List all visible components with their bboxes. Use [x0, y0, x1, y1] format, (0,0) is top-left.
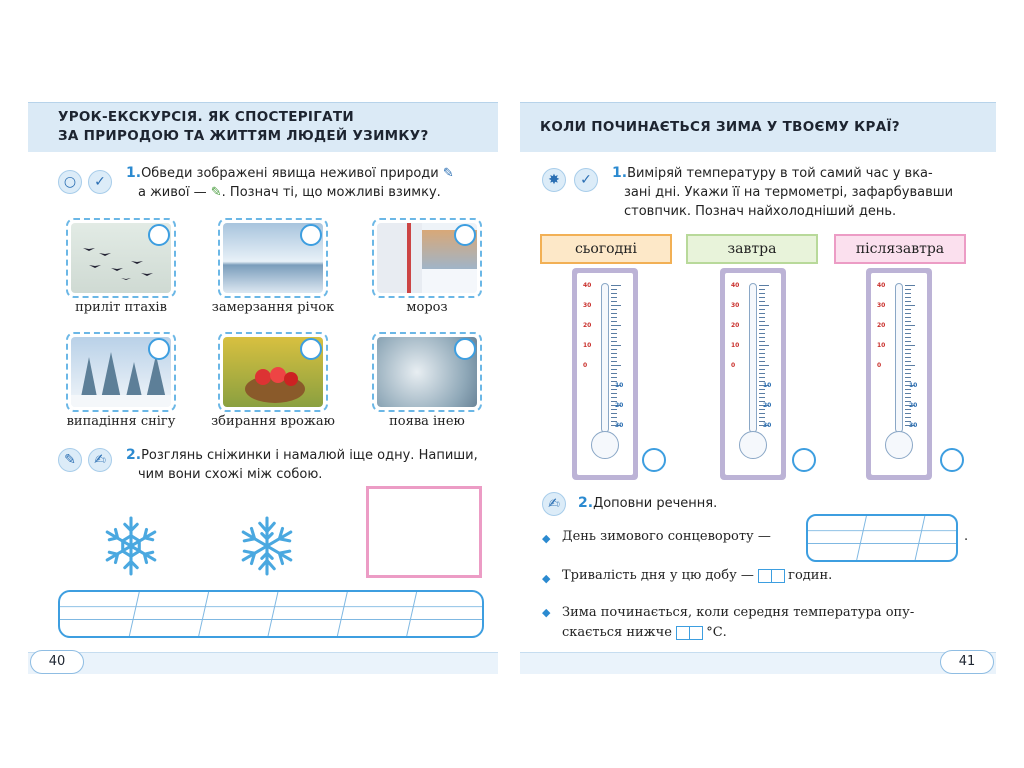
- thermo-tick: [611, 365, 621, 366]
- thermo-label: 30: [909, 422, 918, 429]
- pencil-task-icon: ✎: [58, 448, 82, 472]
- green-pencil-icon: ✎: [210, 185, 222, 200]
- day-tomorrow: завтра: [686, 234, 818, 264]
- thermo-tick: [905, 397, 911, 398]
- thermo-label: 20: [763, 402, 772, 409]
- thermo-tick: [759, 301, 765, 302]
- thermo-label: 30: [731, 302, 740, 309]
- thermo-tick: [905, 377, 911, 378]
- thermo-tick: [905, 329, 911, 330]
- thermo-tick: [759, 317, 765, 318]
- thermo-tick: [759, 333, 765, 334]
- thermo-tick: [759, 349, 765, 350]
- caption-hoarfrost: поява інею: [389, 414, 465, 429]
- thermo-tick: [759, 289, 765, 290]
- thermo-tick: [759, 373, 765, 374]
- sentence-text: Тривалість дня у цю добу —: [562, 568, 754, 583]
- thermo-tube[interactable]: [895, 283, 903, 433]
- day-today: сьогодні: [540, 234, 672, 264]
- thermo-tick: [611, 345, 621, 346]
- task-text: стовпчик. Познач найхолодніший день.: [624, 204, 897, 219]
- thermo-label: 10: [877, 342, 886, 349]
- thermo-tick: [611, 333, 617, 334]
- thermo-tick: [759, 397, 765, 398]
- thermo-tick: [759, 297, 765, 298]
- thermo-tick: [611, 313, 617, 314]
- digit-box[interactable]: [758, 569, 772, 583]
- thermo-tick: [611, 349, 617, 350]
- thermometer[interactable]: [720, 268, 786, 480]
- thermo-label: 10: [731, 342, 740, 349]
- thermo-tick: [611, 341, 617, 342]
- thermo-label: 40: [583, 282, 592, 289]
- left-title-line1: УРОК-ЕКСКУРСІЯ. ЯК СПОСТЕРІГАТИ: [58, 109, 354, 125]
- thermo-tick: [759, 357, 765, 358]
- thermo-label: 30: [877, 302, 886, 309]
- sentence-1-end: .: [964, 529, 969, 544]
- thermo-label: 10: [583, 342, 592, 349]
- thermo-tick: [905, 373, 911, 374]
- bullet-icon: ◆: [542, 532, 551, 545]
- mark-circle[interactable]: [792, 448, 816, 472]
- thermo-tick: [759, 377, 765, 378]
- thermo-tick: [611, 413, 617, 414]
- thermo-tick: [905, 325, 915, 326]
- thermo-tick: [905, 369, 911, 370]
- thermo-label: 40: [877, 282, 886, 289]
- caption-snowfall: випадіння снігу: [66, 414, 176, 429]
- thermo-tick: [611, 377, 617, 378]
- thermo-tick: [905, 349, 911, 350]
- thermo-label: 30: [615, 422, 624, 429]
- thermo-tick: [611, 285, 621, 286]
- left-banner: [28, 102, 498, 152]
- photo-harvest: [218, 332, 328, 412]
- thermo-tick: [611, 393, 617, 394]
- page-number-left: 40: [30, 650, 84, 674]
- answer-field-solstice[interactable]: [806, 514, 958, 562]
- digit-box[interactable]: [771, 569, 785, 583]
- thermo-tick: [759, 409, 765, 410]
- task-text: . Познач ті, що можливі взимку.: [221, 185, 441, 200]
- left-task2: [126, 446, 486, 484]
- digit-box[interactable]: [689, 626, 703, 640]
- mark-circle[interactable]: [148, 224, 170, 246]
- thermo-tick: [611, 329, 617, 330]
- thermometer-task-icon: ✸: [542, 168, 566, 192]
- thermo-tick: [759, 325, 769, 326]
- thermo-tick: [611, 309, 617, 310]
- thermo-tick: [611, 357, 617, 358]
- right-footer-bar: [520, 652, 996, 674]
- thermo-tick: [905, 321, 911, 322]
- thermo-tick: [759, 341, 765, 342]
- right-title: КОЛИ ПОЧИНАЄТЬСЯ ЗИМА У ТВОЄМУ КРАЇ?: [540, 119, 900, 135]
- thermo-label: 20: [877, 322, 886, 329]
- check-task-icon: ✓: [88, 170, 112, 194]
- thermo-tick: [905, 289, 911, 290]
- thermo-tick: [905, 393, 911, 394]
- mark-circle[interactable]: [940, 448, 964, 472]
- thermo-tick: [611, 369, 617, 370]
- photo-birds: [66, 218, 176, 298]
- circle-task-icon: ○: [58, 170, 82, 194]
- thermo-tick: [905, 297, 911, 298]
- thermo-tick: [611, 317, 617, 318]
- sentence-text: годин.: [788, 568, 833, 583]
- day-after-tomorrow: післязавтра: [834, 234, 966, 264]
- right-task2: [578, 494, 717, 513]
- caption-frost: мороз: [406, 300, 448, 315]
- thermo-tick: [905, 357, 911, 358]
- thermo-tick: [905, 413, 911, 414]
- caption-harvest: збирання врожаю: [211, 414, 335, 429]
- thermo-tick: [611, 297, 617, 298]
- thermo-bulb: [739, 431, 767, 459]
- sentence-1: День зимового сонцевороту —: [562, 529, 771, 544]
- task-number: 2.: [126, 447, 142, 463]
- sentence-2: [562, 568, 832, 583]
- task-text: а живої —: [138, 185, 207, 200]
- thermo-tick: [759, 345, 769, 346]
- write-task-icon: ✍: [88, 448, 112, 472]
- thermo-tick: [611, 321, 617, 322]
- sentence-text: °С.: [706, 625, 727, 640]
- page-number-right: 41: [940, 650, 994, 674]
- thermo-tick: [611, 389, 617, 390]
- thermo-tick: [905, 301, 911, 302]
- thermo-tick: [905, 417, 911, 418]
- thermo-label: 20: [615, 402, 624, 409]
- thermo-tube[interactable]: [601, 283, 609, 433]
- thermo-tick: [611, 361, 617, 362]
- thermo-tick: [905, 337, 911, 338]
- thermo-label: 30: [583, 302, 592, 309]
- right-banner: [520, 102, 996, 152]
- thermo-tick: [759, 329, 765, 330]
- thermo-tick: [611, 353, 617, 354]
- thermo-tick: [759, 321, 765, 322]
- thermo-label: 0: [583, 362, 588, 369]
- photo-hoarfrost: [372, 332, 482, 412]
- task-number: 1.: [126, 165, 142, 181]
- thermo-tick: [905, 365, 915, 366]
- thermo-label: 40: [731, 282, 740, 289]
- thermo-tick: [611, 325, 621, 326]
- photo-snowfall: [66, 332, 176, 412]
- thermo-tick: [905, 389, 911, 390]
- caption-river: замерзання річок: [211, 300, 335, 315]
- thermo-tick: [759, 353, 765, 354]
- bullet-icon: ◆: [542, 572, 551, 585]
- snowflake-icon: [100, 515, 162, 577]
- thermo-label: 10: [763, 382, 772, 389]
- thermo-tick: [905, 345, 915, 346]
- bullet-icon: ◆: [542, 606, 551, 619]
- mark-circle[interactable]: [642, 448, 666, 472]
- task-text: чим вони схожі між собою.: [138, 467, 323, 482]
- task-text: Обведи зображені явища неживої природи: [141, 166, 439, 181]
- thermo-label: 30: [763, 422, 772, 429]
- check-task-icon: ✓: [574, 168, 598, 192]
- thermo-tick: [905, 409, 911, 410]
- thermo-tick: [759, 369, 765, 370]
- thermo-tick: [905, 309, 911, 310]
- thermo-label: 0: [731, 362, 736, 369]
- task-text: Доповни речення.: [593, 496, 718, 511]
- thermo-tick: [759, 417, 765, 418]
- caption-birds: приліт птахів: [75, 300, 167, 315]
- thermo-tick: [611, 293, 617, 294]
- mark-circle[interactable]: [454, 224, 476, 246]
- thermo-tick: [905, 293, 911, 294]
- thermo-label: 0: [877, 362, 882, 369]
- answer-lines-left[interactable]: [58, 590, 484, 638]
- thermometer[interactable]: [866, 268, 932, 480]
- thermo-bulb: [885, 431, 913, 459]
- thermo-tick: [905, 317, 911, 318]
- left-footer-bar: [28, 652, 498, 674]
- thermo-label: 20: [909, 402, 918, 409]
- task-text: Розглянь сніжинки і намалюй іще одну. Напиши,: [141, 448, 478, 463]
- thermo-tick: [759, 361, 765, 362]
- thermo-tube[interactable]: [749, 283, 757, 433]
- thermo-tick: [611, 337, 617, 338]
- mark-circle[interactable]: [454, 338, 476, 360]
- drawing-box[interactable]: [366, 486, 482, 578]
- left-task1: [126, 164, 486, 202]
- thermo-tick: [611, 417, 617, 418]
- thermo-tick: [905, 313, 911, 314]
- sentence-text: скається нижче: [562, 625, 672, 640]
- thermo-tick: [759, 389, 765, 390]
- thermo-tick: [759, 313, 765, 314]
- mark-circle[interactable]: [148, 338, 170, 360]
- thermometer[interactable]: [572, 268, 638, 480]
- thermo-tick: [611, 409, 617, 410]
- snowflake-icon: [236, 515, 298, 577]
- thermo-tick: [759, 285, 769, 286]
- task-text: зані дні. Укажи її на термометрі, зафарбувавши: [624, 185, 954, 200]
- thermo-tick: [759, 305, 769, 306]
- thermo-label: 20: [731, 322, 740, 329]
- write-task-icon: ✍: [542, 492, 566, 516]
- task-number: 2.: [578, 495, 594, 511]
- thermo-tick: [905, 361, 911, 362]
- thermo-tick: [759, 413, 765, 414]
- thermo-label: 10: [909, 382, 918, 389]
- thermo-tick: [759, 365, 769, 366]
- photo-frozen-river: [218, 218, 328, 298]
- thermo-tick: [759, 337, 765, 338]
- thermo-tick: [905, 305, 915, 306]
- thermo-tick: [611, 397, 617, 398]
- thermo-label: 20: [583, 322, 592, 329]
- thermo-tick: [759, 293, 765, 294]
- thermo-label: 10: [615, 382, 624, 389]
- thermo-tick: [611, 301, 617, 302]
- thermo-tick: [759, 393, 765, 394]
- digit-box[interactable]: [676, 626, 690, 640]
- blue-pencil-icon: ✎: [442, 166, 454, 181]
- thermo-tick: [611, 305, 621, 306]
- thermo-tick: [611, 373, 617, 374]
- left-title-line2: ЗА ПРИРОДОЮ ТА ЖИТТЯМ ЛЮДЕЙ УЗИМКУ?: [58, 128, 429, 144]
- thermo-tick: [905, 285, 915, 286]
- photo-frost: [372, 218, 482, 298]
- thermo-tick: [759, 309, 765, 310]
- sentence-text: Зима починається, коли середня температура опу-: [562, 605, 915, 620]
- thermo-tick: [611, 289, 617, 290]
- thermo-tick: [905, 333, 911, 334]
- thermo-tick: [905, 353, 911, 354]
- task-number: 1.: [612, 165, 628, 181]
- thermo-tick: [905, 341, 911, 342]
- right-task1: [612, 164, 962, 221]
- task-text: Виміряй температуру в той самий час у вка-: [627, 166, 933, 181]
- mark-circle[interactable]: [300, 224, 322, 246]
- mark-circle[interactable]: [300, 338, 322, 360]
- sentence-3: [562, 603, 914, 643]
- thermo-bulb: [591, 431, 619, 459]
